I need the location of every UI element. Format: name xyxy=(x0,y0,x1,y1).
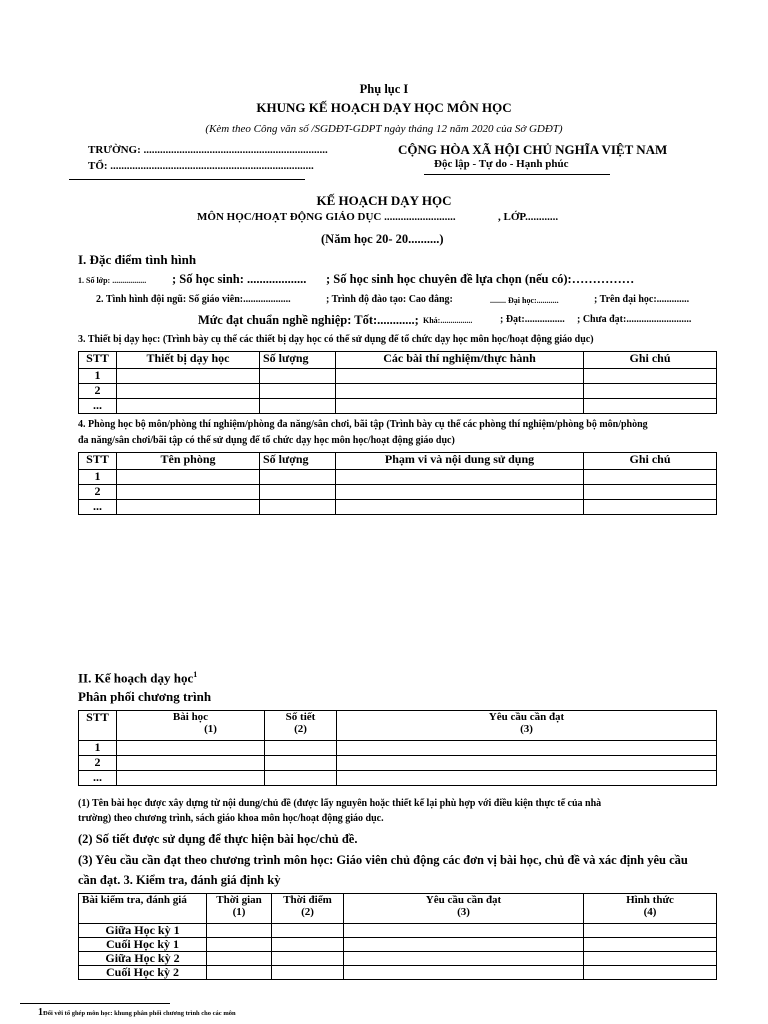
row-index: 1 xyxy=(79,470,117,485)
table-cell[interactable] xyxy=(260,485,336,500)
col-header-number: (4) xyxy=(643,906,657,918)
row-index: ... xyxy=(79,771,117,786)
table-cell[interactable] xyxy=(265,756,337,771)
table-cell[interactable] xyxy=(260,369,336,384)
standard-fail: ; Chưa đạt:.......................... xyxy=(577,314,692,325)
table-cell[interactable] xyxy=(584,952,717,966)
row-index: 2 xyxy=(79,756,117,771)
table-row xyxy=(79,470,717,485)
training-level: ; Trình độ đào tạo: Cao đẳng: xyxy=(326,294,453,305)
table-cell[interactable] xyxy=(207,938,272,952)
footnote-text: Đối với tổ ghép môn học: khung phân phối chương trình cho các môn xyxy=(43,1010,236,1017)
table-cell[interactable] xyxy=(584,369,717,384)
main-title: KHUNG KẾ HOẠCH DẠY HỌC MÔN HỌC xyxy=(256,100,512,115)
rooms-item-line2: đa năng/sân chơi/bãi tập có thể sử dụng để tổ chức dạy học môn học/hoạt động giáo dục) xyxy=(78,435,455,446)
footnote xyxy=(38,1007,236,1018)
table-row xyxy=(79,966,717,980)
rooms-table xyxy=(78,452,717,515)
table-cell[interactable] xyxy=(336,470,584,485)
table-row xyxy=(79,952,717,966)
row-index: 1 xyxy=(79,741,117,756)
table-cell[interactable] xyxy=(336,384,584,399)
table-row xyxy=(79,500,717,515)
plan-title: KẾ HOẠCH DẠY HỌC xyxy=(316,193,452,208)
table-row xyxy=(79,369,717,384)
note2: (2) Số tiết được sử dụng để thực hiện bài học/chủ đề. xyxy=(78,832,358,846)
appendix-label: Phụ lục I xyxy=(359,82,409,96)
row-label: Giữa Học kỳ 2 xyxy=(79,952,207,966)
table-header-row xyxy=(79,894,717,924)
note3-line1: (3) Yêu cầu cần đạt theo chương trình môn học: Giáo viên chủ động các đơn vị bài học, chủ đề và xác định yêu cầu xyxy=(78,853,688,867)
table-cell[interactable] xyxy=(272,938,344,952)
col-header: Phạm vi và nội dung sử dụng xyxy=(336,453,584,470)
table-cell[interactable] xyxy=(584,500,717,515)
col-header-text: Bài học xyxy=(172,711,209,723)
row-label: Cuối Học kỳ 1 xyxy=(79,938,207,952)
col-header-text: Yêu cầu cần đạt xyxy=(425,894,502,906)
table-cell[interactable] xyxy=(272,952,344,966)
table-cell[interactable] xyxy=(265,771,337,786)
table-cell[interactable] xyxy=(336,399,584,414)
col-header xyxy=(207,894,272,924)
col-header xyxy=(79,711,117,741)
table-cell[interactable] xyxy=(207,952,272,966)
table-cell[interactable] xyxy=(117,485,260,500)
col-header: STT xyxy=(79,352,117,369)
table-cell[interactable] xyxy=(207,924,272,938)
school-field: TRƯỜNG: ................................................................... xyxy=(88,144,328,156)
table-cell[interactable] xyxy=(584,924,717,938)
table-cell[interactable] xyxy=(344,966,584,980)
table-cell[interactable] xyxy=(584,384,717,399)
postgraduate-level: ; Trên đại học:............. xyxy=(594,294,690,305)
table-row xyxy=(79,756,717,771)
table-cell[interactable] xyxy=(344,938,584,952)
col-header xyxy=(584,894,717,924)
table-cell[interactable] xyxy=(117,470,260,485)
table-header-row xyxy=(79,352,717,369)
student-count: ; Số học sinh: ................... xyxy=(172,272,307,286)
table-row xyxy=(79,741,717,756)
table-cell[interactable] xyxy=(260,500,336,515)
col-header-number: (3) xyxy=(520,723,533,735)
table-cell[interactable] xyxy=(260,470,336,485)
row-label: Giữa Học kỳ 1 xyxy=(79,924,207,938)
table-cell[interactable] xyxy=(272,966,344,980)
standard-good: Mức đạt chuẩn nghề nghiệp: Tốt:............; xyxy=(198,313,419,327)
footnote-separator xyxy=(20,1003,170,1004)
subject-line: MÔN HỌC/HOẠT ĐỘNG GIÁO DỤC .......................... xyxy=(197,211,456,223)
table-header-row xyxy=(79,711,717,741)
col-header xyxy=(117,711,265,741)
section2-heading xyxy=(78,670,197,686)
table-cell[interactable] xyxy=(207,966,272,980)
table-cell[interactable] xyxy=(337,756,717,771)
standard-pass: ; Đạt:................ xyxy=(500,314,565,325)
nation-motto: Độc lập - Tự do - Hạnh phúc xyxy=(434,158,569,170)
table-cell[interactable] xyxy=(584,485,717,500)
col-header: Thiết bị dạy học xyxy=(117,352,260,369)
col-header-number: (3) xyxy=(457,906,470,918)
col-header: Các bài thí nghiệm/thực hành xyxy=(336,352,584,369)
col-header: Ghi chú xyxy=(584,352,717,369)
col-header-text: Hình thức xyxy=(626,894,674,906)
section1-heading: I. Đặc điểm tình hình xyxy=(78,252,197,267)
equipment-item: 3. Thiết bị dạy học: (Trình bày cụ thể các thiết bị dạy học có thể sử dụng để tổ chức dạy học môn học/hoạt động giáo dục) xyxy=(78,334,594,345)
header-divider-left xyxy=(69,179,305,180)
nation-title: CỘNG HÒA XÃ HỘI CHỦ NGHĨA VIỆT NAM xyxy=(398,142,668,157)
note1-line1: (1) Tên bài học được xây dựng từ nội dung/chủ đề (được lấy nguyên hoặc thiết kế lại phù hợp với điều kiện thực tế của nhà xyxy=(78,798,602,809)
col-header: STT xyxy=(79,453,117,470)
evaluation-table xyxy=(78,893,717,980)
table-cell[interactable] xyxy=(584,470,717,485)
table-cell[interactable] xyxy=(344,924,584,938)
table-cell[interactable] xyxy=(260,399,336,414)
row-index: 2 xyxy=(79,384,117,399)
team-field: TỔ: .......................................................................... xyxy=(88,160,314,172)
table-cell[interactable] xyxy=(272,924,344,938)
distribution-table xyxy=(78,710,717,786)
distribution-heading: Phân phối chương trình xyxy=(78,689,212,704)
table-cell[interactable] xyxy=(584,399,717,414)
subtitle: (Kèm theo Công văn số /SGDĐT-GDPT ngày tháng 12 năm 2020 của Sở GDĐT) xyxy=(205,123,563,135)
col-header-text: STT xyxy=(86,710,109,724)
class-count: 1. Số lớp: ................. xyxy=(78,276,147,285)
col-header xyxy=(337,711,717,741)
table-cell[interactable] xyxy=(117,500,260,515)
class-line: , LỚP............ xyxy=(498,211,559,223)
table-cell[interactable] xyxy=(117,756,265,771)
col-header xyxy=(272,894,344,924)
table-cell[interactable] xyxy=(117,369,260,384)
col-header-text: Thời điểm xyxy=(283,894,332,906)
section2-heading-text: II. Kế hoạch dạy học xyxy=(78,670,194,686)
teacher-count: 2. Tình hình đội ngũ: Số giáo viên:................... xyxy=(96,294,291,305)
col-header: Số lượng xyxy=(260,352,336,369)
table-cell[interactable] xyxy=(336,500,584,515)
col-header-number: (2) xyxy=(301,906,314,918)
table-row xyxy=(79,771,717,786)
col-header xyxy=(265,711,337,741)
table-cell[interactable] xyxy=(344,952,584,966)
col-header-number: (1) xyxy=(204,723,217,735)
row-label: Cuối Học kỳ 2 xyxy=(79,966,207,980)
col-header-text: Số tiết xyxy=(285,711,316,723)
table-cell[interactable] xyxy=(337,741,717,756)
table-cell[interactable] xyxy=(117,741,265,756)
table-row xyxy=(79,399,717,414)
table-row xyxy=(79,384,717,399)
col-header: Số lượng xyxy=(260,453,336,470)
rooms-item-line1: 4. Phòng học bộ môn/phòng thí nghiệm/phòng đa năng/sân chơi, bãi tập (Trình bày cụ thể các phòng thí nghiệm/phòng bộ môn/phòng xyxy=(78,419,648,430)
table-row xyxy=(79,938,717,952)
row-index: ... xyxy=(79,500,117,515)
table-cell[interactable] xyxy=(584,966,717,980)
standard-fair: Khá:................ xyxy=(423,316,473,325)
equipment-table xyxy=(78,351,717,414)
note1-line2: trường) theo chương trình, sách giáo khoa môn học/hoạt động giáo dục. xyxy=(78,813,384,824)
col-header: Ghi chú xyxy=(584,453,717,470)
col-header: Tên phòng xyxy=(117,453,260,470)
table-header-row xyxy=(79,453,717,470)
row-index: 2 xyxy=(79,485,117,500)
col-header-text: Yêu cầu cần đạt xyxy=(488,711,565,723)
year-line: (Năm học 20- 20..........) xyxy=(321,232,444,246)
table-cell[interactable] xyxy=(117,399,260,414)
row-index: ... xyxy=(79,399,117,414)
table-cell[interactable] xyxy=(265,741,337,756)
table-row xyxy=(79,485,717,500)
row-index: 1 xyxy=(79,369,117,384)
col-header-text: Bài kiểm tra, đánh giá xyxy=(82,894,187,906)
university-level: ........ Đại học:........... xyxy=(490,296,559,305)
motto-underline xyxy=(424,174,610,175)
elective-student-count: ; Số học sinh học chuyên đề lựa chọn (nếu có):…………… xyxy=(326,272,635,286)
table-cell[interactable] xyxy=(336,369,584,384)
col-header xyxy=(344,894,584,924)
col-header-number: (2) xyxy=(294,723,307,735)
table-cell[interactable] xyxy=(336,485,584,500)
footnote-ref[interactable]: 1 xyxy=(193,670,198,679)
col-header-text: Thời gian xyxy=(216,894,262,906)
col-header-number: (1) xyxy=(232,906,246,918)
table-cell[interactable] xyxy=(117,771,265,786)
note3-line2: cần đạt. 3. Kiểm tra, đánh giá định kỳ xyxy=(78,873,281,887)
table-cell[interactable] xyxy=(337,771,717,786)
table-cell[interactable] xyxy=(260,384,336,399)
col-header xyxy=(79,894,207,924)
table-cell[interactable] xyxy=(584,938,717,952)
table-row xyxy=(79,924,717,938)
table-cell[interactable] xyxy=(117,384,260,399)
footnote-marker: 1 xyxy=(38,1007,43,1018)
